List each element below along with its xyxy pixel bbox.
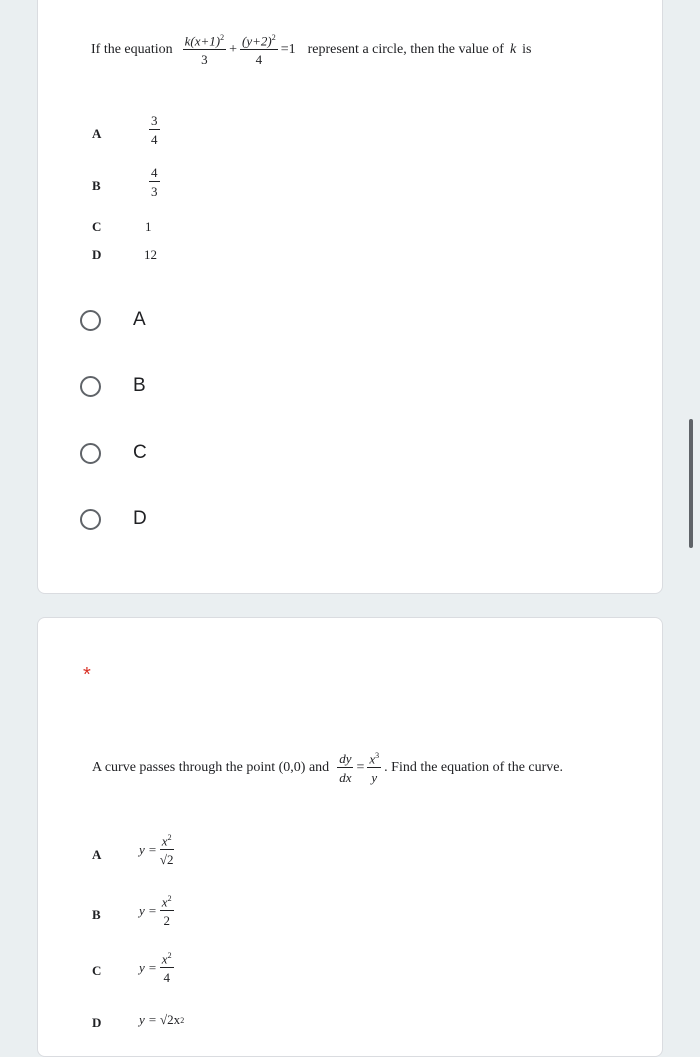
radio-circle-icon[interactable] xyxy=(80,376,101,397)
option-letter-d: D xyxy=(92,247,102,262)
option-letter-c: C xyxy=(92,219,102,234)
q2-option-letter-b: B xyxy=(92,907,101,922)
option-letter-b: B xyxy=(92,178,101,193)
radio-option-a[interactable] xyxy=(80,309,146,331)
variable-k: k xyxy=(509,42,517,58)
radio-label-c: C xyxy=(133,442,147,463)
scrollbar-thumb[interactable] xyxy=(689,419,693,548)
question-1-end: is xyxy=(522,42,532,58)
option-value-b: $\frac{4}{3}$ xyxy=(151,165,158,199)
option-value-a: $\frac{3}{4}$ xyxy=(151,113,158,147)
plus-sign: + xyxy=(229,42,238,58)
option-value-c: 1 xyxy=(145,219,152,234)
radio-option-b[interactable] xyxy=(80,375,146,397)
required-asterisk: * xyxy=(83,664,91,686)
q2-option-letter-a: A xyxy=(92,847,102,862)
radio-label-b: B xyxy=(133,375,146,396)
question-1-suffix: represent a circle, then the value of xyxy=(307,42,504,58)
question-1-text xyxy=(91,34,532,66)
radio-label-a: A xyxy=(133,309,146,330)
radio-label-d: D xyxy=(133,508,147,529)
question-2-prefix: A curve passes through the point (0,0) and xyxy=(92,760,330,776)
question-2-suffix: . Find the equation of the curve. xyxy=(384,760,563,776)
q2-option-letter-d: D xyxy=(92,1015,102,1030)
derivative-fraction: $\frac{dy}{dx}$ xyxy=(339,751,352,786)
q2-option-value-a: y = $\frac{x^2}{√2}$ xyxy=(139,833,174,868)
rhs-fraction: $\frac{x^3}{y}$ xyxy=(369,751,380,786)
question-2-text xyxy=(92,752,563,784)
radio-circle-icon[interactable] xyxy=(80,310,101,331)
radio-circle-icon[interactable] xyxy=(80,509,101,530)
question-card-1 xyxy=(37,0,663,594)
radio-circle-icon[interactable] xyxy=(80,443,101,464)
radio-option-d[interactable] xyxy=(80,508,147,530)
equals-one: =1 xyxy=(280,42,296,58)
q2-option-value-c: y = $\frac{x^2}{4}$ xyxy=(139,951,172,986)
option-value-d: 12 xyxy=(144,247,157,262)
q2-option-value-b: y = $\frac{x^2}{2}$ xyxy=(139,894,172,929)
q2-option-letter-c: C xyxy=(92,963,102,978)
fraction-2: $\frac{(y+2)^2}{4}$ xyxy=(242,33,276,68)
question-1-prefix: If the equation xyxy=(91,42,173,58)
q2-option-value-d: y = √2x 2 xyxy=(139,1012,185,1027)
option-letter-a: A xyxy=(92,126,102,141)
equals-sign: = xyxy=(356,760,365,776)
fraction-1: $\frac{k(x+1)^2}{3}$ xyxy=(184,33,225,68)
radio-option-c[interactable] xyxy=(80,442,147,464)
question-card-2 xyxy=(37,617,663,1057)
